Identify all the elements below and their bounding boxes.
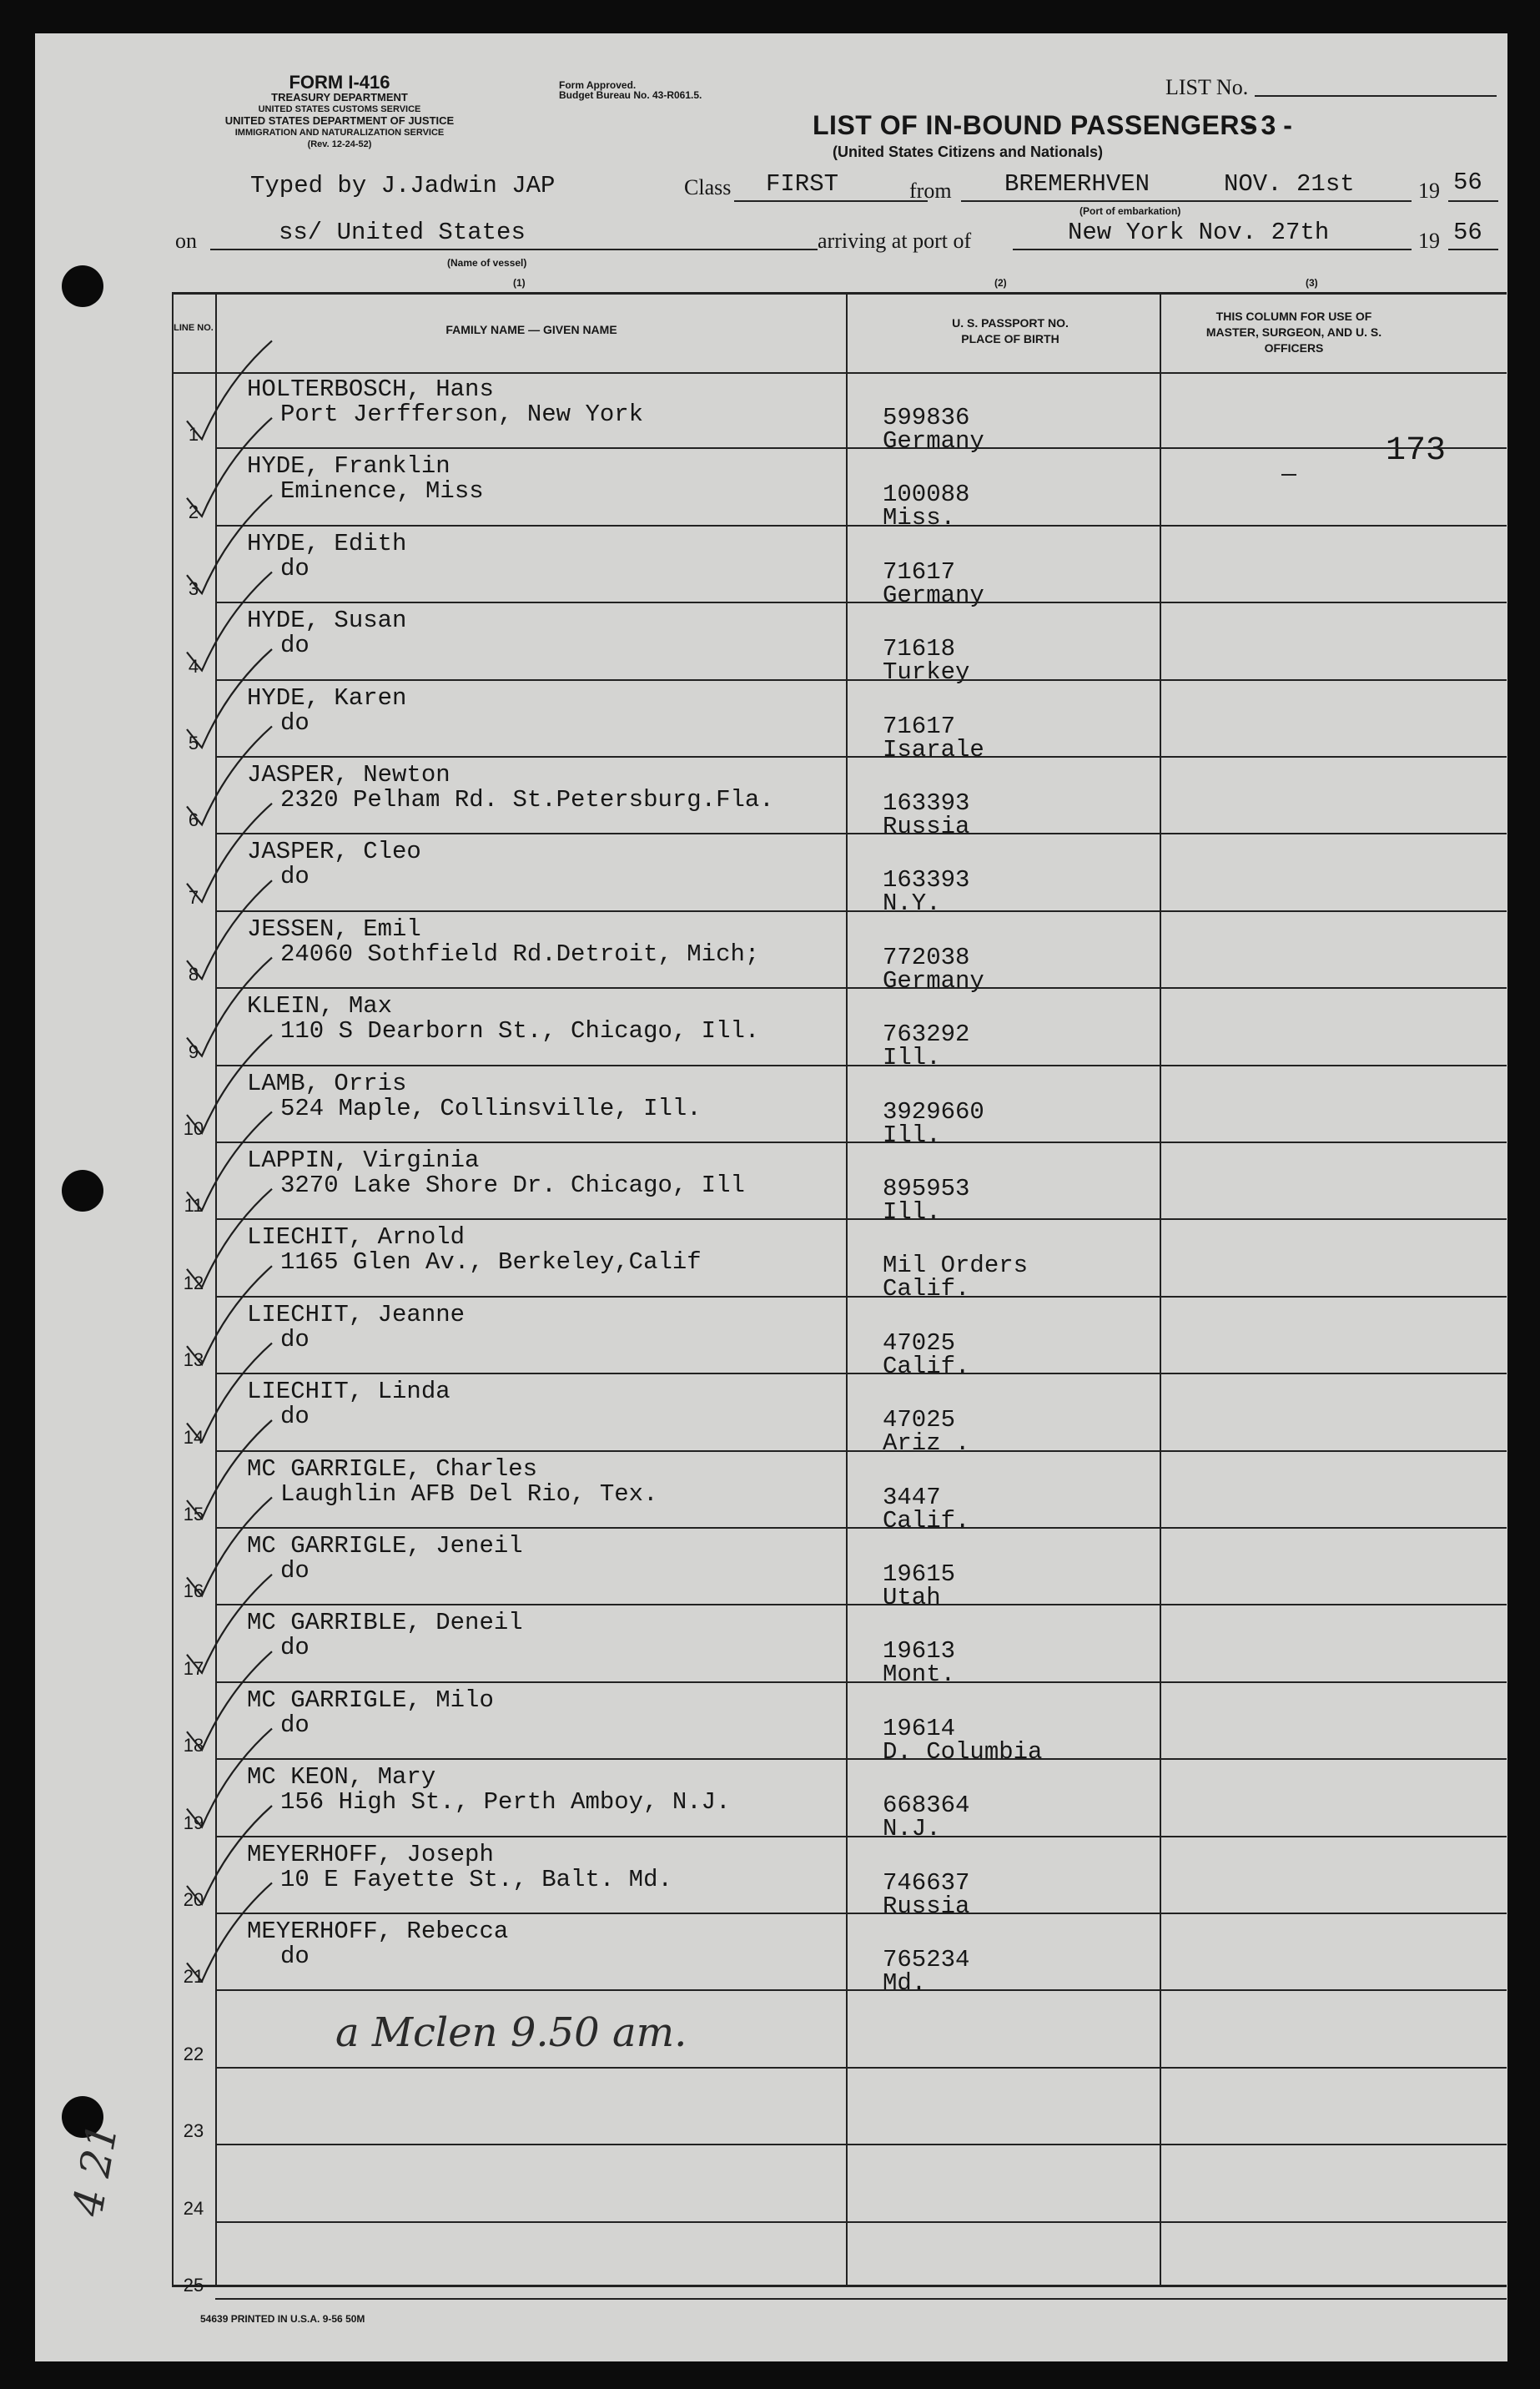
passenger-name: LIECHIT, Arnold [247,1223,466,1252]
place-of-birth: Ill. [883,1198,941,1226]
place-of-birth: Calif. [883,1506,970,1535]
page-subtitle: (United States Citizens and Nationals) [833,144,1104,160]
arrival-year: 56 [1453,219,1482,246]
list-number-label: LIST No. [1165,75,1249,99]
passport-number: 47025 [883,1328,956,1357]
table-row [172,1374,1507,1458]
passport-number: 599836 [883,404,970,431]
passenger-name: MC GARRIGLE, Jeneil [247,1532,523,1560]
service-customs: UNITED STATES CUSTOMS SERVICE [258,104,421,114]
approval-line-2: Budget Bureau No. 43-R061.5. [559,89,702,101]
passenger-address: do [280,863,310,891]
arrival-field-line [1013,249,1412,250]
line-number: 23 [183,2120,204,2142]
passport-number: 71617 [883,557,956,586]
line-number: 24 [183,2197,204,2219]
table-row [172,2223,1507,2300]
passport-number: 895953 [883,1175,970,1202]
passenger-name: LAPPIN, Virginia [247,1147,480,1174]
passport-number: 763292 [883,1021,970,1049]
place-of-birth: Miss. [883,504,956,532]
page-title: LIST OF IN-BOUND PASSENGERS [813,110,1258,140]
typed-by: Typed by J.Jadwin JAP [250,172,556,199]
passenger-name: JASPER, Newton [247,761,450,789]
line-number: 11 [184,1195,204,1217]
vessel-field-line [210,249,818,250]
passport-number: 772038 [883,943,970,971]
department-justice: UNITED STATES DEPARTMENT OF JUSTICE [224,114,455,127]
passport-number: Mil Orders [883,1252,1029,1280]
row-rule [215,2298,1507,2300]
passenger-address: 1165 Glen Av., Berkeley,Calif [280,1248,702,1277]
form-header [189,73,490,150]
table-row [172,1143,1507,1226]
passport-number: 100088 [883,481,970,509]
passenger-address: do [280,1943,310,1970]
passenger-name: MEYERHOFF, Joseph [247,1840,494,1868]
departure-year: 56 [1453,169,1482,196]
vessel-value: ss/ United States [279,219,526,246]
passenger-name: KLEIN, Max [247,992,393,1021]
passenger-address: do [280,554,310,582]
place-of-birth: Utah [883,1584,941,1611]
table-row [172,1837,1507,1920]
officer-signature: a Mclen 9.50 am. [335,2009,687,2056]
table-row [172,449,1507,532]
passenger-table [172,292,1507,2296]
column-number-1: (1) [513,277,526,289]
line-number: 10 [183,1117,204,1139]
passenger-address: do [280,1711,310,1739]
passenger-name: HYDE, Karen [247,683,407,712]
passenger-name: HYDE, Edith [247,529,407,557]
column-number-2: (2) [994,277,1007,289]
place-of-birth: Calif. [883,1352,970,1380]
line-number: 19 [183,1812,204,1833]
line-number: 12 [183,1272,204,1293]
passport-number: 71618 [883,635,956,663]
table-row [172,2145,1507,2222]
place-of-birth: Ill. [883,1121,941,1149]
line-number: 5 [188,732,199,753]
passenger-name: MC KEON, Mary [247,1763,436,1792]
departure-date: NOV. 21st [1224,170,1355,198]
header-officers: THIS COLUMN FOR USE OF MASTER, SURGEON, AND U. S. OFFICERS [1205,310,1382,355]
on-label: on [175,229,197,253]
passenger-address: do [280,1325,310,1353]
passenger-name: MC GARRIGLE, Charles [247,1454,538,1483]
passenger-address: do [280,1557,310,1585]
table-row [172,912,1507,995]
place-of-birth: Ill. [883,1044,941,1072]
passenger-name: MC GARRIBLE, Deneil [247,1609,523,1637]
print-footer: 54639 PRINTED IN U.S.A. 9-56 50M [200,2313,365,2325]
manifest-page [35,33,1507,2361]
line-number: 21 [183,1966,204,1988]
class-field-line [734,200,928,202]
line-number: 22 [183,2043,204,2064]
table-row [172,1529,1507,1611]
passport-number: 163393 [883,789,970,817]
line-number: 14 [183,1426,204,1448]
table-row [172,681,1507,764]
line-number: 6 [188,809,199,831]
approval-line-1: Form Approved. [559,79,637,91]
year-prefix: 19 [1418,179,1440,203]
table-row [172,1683,1507,1766]
passenger-address: 24060 Sothfield Rd.Detroit, Mich; [280,940,760,968]
place-of-birth: N.Y. [883,890,941,918]
line-number: 18 [183,1735,204,1756]
service-immigration: IMMIGRATION AND NATURALIZATION SERVICE [234,128,445,138]
place-of-birth: Germany [883,966,984,995]
form-number: FORM I-416 [289,72,390,93]
line-number: 7 [188,886,199,908]
from-value: BREMERHVEN [1004,170,1150,198]
passenger-name: JESSEN, Emil [247,915,421,943]
passenger-name: MEYERHOFF, Rebecca [247,1918,509,1945]
passport-number: 19613 [883,1637,956,1666]
passenger-name: MC GARRIGLE, Milo [247,1686,494,1714]
port-of-embarkation-note: (Port of embarkation) [1080,205,1181,217]
table-row [172,2069,1507,2145]
line-number: 1 [188,424,199,446]
passenger-address: do [280,1403,310,1431]
passport-number: 3929660 [883,1097,984,1126]
year-field-line [1448,200,1498,202]
line-number: 20 [183,1888,204,1910]
passport-number: 19614 [883,1714,956,1742]
line-number: 4 [188,655,199,677]
passenger-address: 2320 Pelham Rd. St.Petersburg.Fla. [280,786,774,814]
place-of-birth: Turkey [883,658,970,687]
place-of-birth: N.J. [883,1815,941,1843]
table-row [172,989,1507,1072]
passport-number: 765234 [883,1946,970,1973]
line-number: 2 [188,501,199,522]
passenger-address: 156 High St., Perth Amboy, N.J. [280,1788,731,1817]
line-number: 25 [183,2274,204,2296]
passport-number: 746637 [883,1868,970,1897]
table-row [172,1760,1507,1843]
place-of-birth: Russia [883,813,970,840]
from-label: from [909,179,952,203]
line-number: 17 [183,1657,204,1679]
column-number-3: (3) [1306,277,1318,289]
passenger-name: HYDE, Susan [247,607,407,635]
passport-number: 47025 [883,1406,956,1434]
approval-note [559,80,702,100]
official-count: 173 [1386,432,1447,470]
vessel-note: (Name of vessel) [447,257,527,269]
arrival-year-field-line [1448,249,1498,250]
passenger-address: Eminence, Miss [280,477,484,506]
page-marker: - 3 - [1245,110,1292,140]
table-row [172,834,1507,918]
passenger-name: LIECHIT, Jeanne [247,1300,466,1328]
header-line-no: LINE NO. [174,323,214,333]
line-number: 13 [183,1349,204,1371]
table-row [172,1066,1507,1149]
table-row [172,1452,1507,1535]
year-prefix-2: 19 [1418,229,1440,253]
table-row [172,1298,1507,1380]
passenger-name: HOLTERBOSCH, Hans [247,375,494,403]
line-number: 15 [183,1503,204,1525]
passport-number: 71617 [883,712,956,740]
department-treasury: TREASURY DEPARTMENT [271,91,408,103]
table-row [172,1605,1507,1689]
table-row [172,527,1507,609]
passenger-name: HYDE, Franklin [247,452,450,481]
place-of-birth: Md. [883,1969,927,1997]
line-number: 16 [183,1580,204,1602]
list-number-field [1255,95,1497,97]
passenger-name: JASPER, Cleo [247,838,421,866]
passenger-address: 10 E Fayette St., Balt. Md. [280,1865,672,1893]
place-of-birth: Russia [883,1892,970,1920]
passenger-address: do [280,632,310,660]
arriving-label: arriving at port of [818,229,972,253]
passenger-address: 524 Maple, Collinsville, Ill. [280,1094,702,1122]
form-revision: (Rev. 12-24-52) [307,139,372,149]
table-row [172,1220,1507,1303]
passenger-address: 3270 Lake Shore Dr. Chicago, Ill [280,1172,745,1199]
line-number: 9 [188,1041,199,1062]
passport-number: 19615 [883,1560,956,1588]
place-of-birth: Isarale [883,735,984,764]
passenger-name: LAMB, Orris [247,1069,407,1097]
margin-note: 4 21 [63,2119,128,2220]
arrival-value: New York Nov. 27th [1068,219,1330,246]
place-of-birth: Ariz . [883,1429,970,1458]
class-value: FIRST [766,170,839,198]
table-row [172,603,1507,687]
place-of-birth: Mont. [883,1661,956,1689]
passenger-name: LIECHIT, Linda [247,1378,450,1406]
punch-hole [62,1170,103,1212]
from-field-line [961,200,1412,202]
passenger-address: Laughlin AFB Del Rio, Tex. [280,1479,658,1508]
table-row [172,1914,1507,1997]
passenger-address: do [280,1634,310,1662]
punch-hole [62,265,103,307]
table-row [172,758,1507,840]
place-of-birth: Germany [883,427,984,455]
class-label: Class [684,175,732,199]
passport-number: 668364 [883,1792,970,1820]
table-top-rule [172,292,1507,295]
passenger-address: Port Jerfferson, New York [280,401,644,428]
place-of-birth: Germany [883,581,984,609]
passenger-address: 110 S Dearborn St., Chicago, Ill. [280,1017,760,1046]
passenger-address: do [280,708,310,737]
passport-number: 3447 [883,1483,941,1511]
passport-number: 163393 [883,866,970,895]
place-of-birth: D. Columbia [883,1737,1043,1766]
header-family-name: FAMILY NAME — GIVEN NAME [445,323,617,336]
line-number: 8 [188,964,199,985]
place-of-birth: Calif. [883,1275,970,1303]
line-number: 3 [188,578,199,600]
header-passport: U. S. PASSPORT NO. PLACE OF BIRTH [952,316,1069,345]
